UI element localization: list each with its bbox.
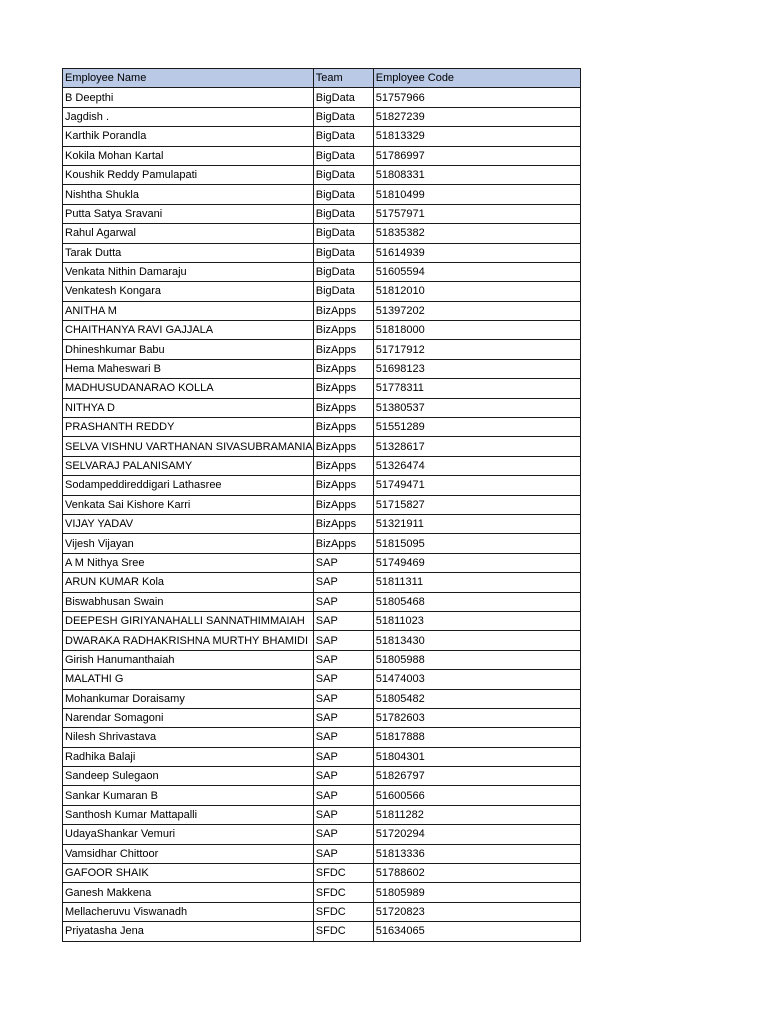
employee-code-cell: 51835382: [373, 224, 580, 243]
table-row: [63, 708, 581, 727]
employee-name-cell: Venkata Sai Kishore Karri: [63, 495, 314, 514]
employee-code-cell: 51817888: [373, 728, 580, 747]
table-row: [63, 204, 581, 223]
employee-code-cell: 51757971: [373, 204, 580, 223]
team-cell: BizApps: [313, 398, 373, 417]
employee-code-cell: 51813430: [373, 631, 580, 650]
table-row: [63, 864, 581, 883]
employee-name-cell: Priyatasha Jena: [63, 922, 314, 941]
table-row: [63, 922, 581, 941]
employee-code-cell: 51812010: [373, 282, 580, 301]
employee-name-cell: Santhosh Kumar Mattapalli: [63, 805, 314, 824]
team-cell: BizApps: [313, 456, 373, 475]
employee-table: [62, 68, 581, 942]
team-cell: BigData: [313, 107, 373, 126]
team-cell: BigData: [313, 282, 373, 301]
employee-name-cell: Venkatesh Kongara: [63, 282, 314, 301]
employee-name-cell: B Deepthi: [63, 88, 314, 107]
employee-name-cell: UdayaShankar Vemuri: [63, 825, 314, 844]
employee-name-cell: MADHUSUDANARAO KOLLA: [63, 379, 314, 398]
team-cell: SAP: [313, 747, 373, 766]
team-cell: SAP: [313, 805, 373, 824]
team-cell: SFDC: [313, 922, 373, 941]
employee-code-cell: 51474003: [373, 670, 580, 689]
column-header-employee-name: Employee Name: [63, 69, 314, 88]
employee-code-cell: 51827239: [373, 107, 580, 126]
team-cell: BizApps: [313, 359, 373, 378]
table-row: [63, 825, 581, 844]
team-cell: SFDC: [313, 883, 373, 902]
table-row: [63, 262, 581, 281]
table-row: [63, 902, 581, 921]
table-row: [63, 611, 581, 630]
employee-code-cell: 51715827: [373, 495, 580, 514]
table-row: [63, 165, 581, 184]
employee-name-cell: Karthik Porandla: [63, 127, 314, 146]
employee-name-cell: NITHYA D: [63, 398, 314, 417]
team-cell: BigData: [313, 165, 373, 184]
employee-name-cell: Tarak Dutta: [63, 243, 314, 262]
table-row: [63, 631, 581, 650]
team-cell: SAP: [313, 592, 373, 611]
table-row: [63, 301, 581, 320]
team-cell: BizApps: [313, 418, 373, 437]
employee-code-cell: 51600566: [373, 786, 580, 805]
employee-name-cell: DEEPESH GIRIYANAHALLI SANNATHIMMAIAH: [63, 611, 314, 630]
employee-code-cell: 51810499: [373, 185, 580, 204]
employee-name-cell: Jagdish .: [63, 107, 314, 126]
table-row: [63, 185, 581, 204]
employee-code-cell: 51749471: [373, 476, 580, 495]
employee-code-cell: 51749469: [373, 553, 580, 572]
header-row: [63, 69, 581, 88]
table-row: [63, 88, 581, 107]
employee-name-cell: Ganesh Makkena: [63, 883, 314, 902]
team-cell: BizApps: [313, 340, 373, 359]
employee-name-cell: Mellacheruvu Viswanadh: [63, 902, 314, 921]
employee-name-cell: Sandeep Sulegaon: [63, 767, 314, 786]
employee-code-cell: 51551289: [373, 418, 580, 437]
team-cell: BizApps: [313, 437, 373, 456]
employee-name-cell: MALATHI G: [63, 670, 314, 689]
table-row: [63, 728, 581, 747]
table-row: [63, 514, 581, 533]
team-cell: BigData: [313, 262, 373, 281]
employee-name-cell: VIJAY YADAV: [63, 514, 314, 533]
table-row: [63, 321, 581, 340]
table-row: [63, 379, 581, 398]
employee-code-cell: 51813329: [373, 127, 580, 146]
team-cell: BigData: [313, 185, 373, 204]
team-cell: BigData: [313, 88, 373, 107]
employee-code-cell: 51811311: [373, 573, 580, 592]
employee-code-cell: 51805482: [373, 689, 580, 708]
employee-code-cell: 51380537: [373, 398, 580, 417]
employee-code-cell: 51818000: [373, 321, 580, 340]
employee-code-cell: 51805989: [373, 883, 580, 902]
employee-name-cell: Radhika Balaji: [63, 747, 314, 766]
table-row: [63, 359, 581, 378]
table-row: [63, 398, 581, 417]
team-cell: SAP: [313, 631, 373, 650]
table-row: [63, 592, 581, 611]
employee-name-cell: Narendar Somagoni: [63, 708, 314, 727]
employee-code-cell: 51326474: [373, 456, 580, 475]
employee-code-cell: 51808331: [373, 165, 580, 184]
employee-code-cell: 51826797: [373, 767, 580, 786]
team-cell: SAP: [313, 689, 373, 708]
employee-name-cell: Nilesh Shrivastava: [63, 728, 314, 747]
team-cell: SAP: [313, 670, 373, 689]
employee-code-cell: 51782603: [373, 708, 580, 727]
team-cell: BigData: [313, 146, 373, 165]
employee-name-cell: Nishtha Shukla: [63, 185, 314, 204]
employee-code-cell: 51605594: [373, 262, 580, 281]
employee-name-cell: Girish Hanumanthaiah: [63, 650, 314, 669]
table-row: [63, 689, 581, 708]
employee-code-cell: 51634065: [373, 922, 580, 941]
team-cell: SAP: [313, 573, 373, 592]
table-row: [63, 224, 581, 243]
employee-code-cell: 51614939: [373, 243, 580, 262]
employee-name-cell: Vamsidhar Chittoor: [63, 844, 314, 863]
employee-name-cell: Rahul Agarwal: [63, 224, 314, 243]
table-row: [63, 146, 581, 165]
employee-code-cell: 51811282: [373, 805, 580, 824]
employee-name-cell: Dhineshkumar Babu: [63, 340, 314, 359]
team-cell: BizApps: [313, 321, 373, 340]
employee-code-cell: 51757966: [373, 88, 580, 107]
table-row: [63, 747, 581, 766]
table-row: [63, 883, 581, 902]
employee-name-cell: SELVARAJ PALANISAMY: [63, 456, 314, 475]
employee-name-cell: ARUN KUMAR Kola: [63, 573, 314, 592]
team-cell: BizApps: [313, 379, 373, 398]
employee-name-cell: Koushik Reddy Pamulapati: [63, 165, 314, 184]
employee-name-cell: ANITHA M: [63, 301, 314, 320]
employee-name-cell: PRASHANTH REDDY: [63, 418, 314, 437]
table-body: [63, 88, 581, 941]
employee-name-cell: SELVA VISHNU VARTHANAN SIVASUBRAMANIA: [63, 437, 314, 456]
team-cell: SAP: [313, 650, 373, 669]
team-cell: BizApps: [313, 301, 373, 320]
team-cell: SFDC: [313, 902, 373, 921]
employee-code-cell: 51786997: [373, 146, 580, 165]
employee-code-cell: 51805468: [373, 592, 580, 611]
table-row: [63, 340, 581, 359]
table-row: [63, 456, 581, 475]
table-row: [63, 418, 581, 437]
team-cell: SAP: [313, 825, 373, 844]
employee-name-cell: Biswabhusan Swain: [63, 592, 314, 611]
employee-code-cell: 51778311: [373, 379, 580, 398]
team-cell: SAP: [313, 611, 373, 630]
employee-code-cell: 51805988: [373, 650, 580, 669]
team-cell: BizApps: [313, 495, 373, 514]
column-header-team: Team: [313, 69, 373, 88]
table-row: [63, 844, 581, 863]
employee-code-cell: 51717912: [373, 340, 580, 359]
table-row: [63, 786, 581, 805]
table-row: [63, 127, 581, 146]
table-row: [63, 437, 581, 456]
team-cell: SAP: [313, 767, 373, 786]
table-row: [63, 243, 581, 262]
column-header-employee-code: Employee Code: [373, 69, 580, 88]
employee-name-cell: A M Nithya Sree: [63, 553, 314, 572]
employee-code-cell: 51328617: [373, 437, 580, 456]
employee-code-cell: 51321911: [373, 514, 580, 533]
employee-name-cell: CHAITHANYA RAVI GAJJALA: [63, 321, 314, 340]
team-cell: BizApps: [313, 534, 373, 553]
team-cell: BigData: [313, 127, 373, 146]
team-cell: BigData: [313, 204, 373, 223]
employee-name-cell: Hema Maheswari B: [63, 359, 314, 378]
employee-code-cell: 51811023: [373, 611, 580, 630]
table-row: [63, 767, 581, 786]
employee-code-cell: 51698123: [373, 359, 580, 378]
employee-name-cell: Vijesh Vijayan: [63, 534, 314, 553]
team-cell: SAP: [313, 553, 373, 572]
employee-name-cell: Sankar Kumaran B: [63, 786, 314, 805]
team-cell: SAP: [313, 844, 373, 863]
employee-name-cell: Putta Satya Sravani: [63, 204, 314, 223]
team-cell: BigData: [313, 224, 373, 243]
table-row: [63, 573, 581, 592]
table-row: [63, 476, 581, 495]
table-row: [63, 282, 581, 301]
employee-name-cell: Sodampeddireddigari Lathasree: [63, 476, 314, 495]
table-row: [63, 553, 581, 572]
table-row: [63, 107, 581, 126]
employee-name-cell: Mohankumar Doraisamy: [63, 689, 314, 708]
team-cell: BizApps: [313, 476, 373, 495]
team-cell: SAP: [313, 786, 373, 805]
team-cell: SFDC: [313, 864, 373, 883]
team-cell: SAP: [313, 728, 373, 747]
team-cell: BigData: [313, 243, 373, 262]
team-cell: BizApps: [313, 514, 373, 533]
employee-name-cell: GAFOOR SHAIK: [63, 864, 314, 883]
employee-name-cell: Venkata Nithin Damaraju: [63, 262, 314, 281]
employee-code-cell: 51720823: [373, 902, 580, 921]
employee-code-cell: 51813336: [373, 844, 580, 863]
employee-code-cell: 51720294: [373, 825, 580, 844]
employee-name-cell: Kokila Mohan Kartal: [63, 146, 314, 165]
table-row: [63, 805, 581, 824]
employee-code-cell: 51788602: [373, 864, 580, 883]
team-cell: SAP: [313, 708, 373, 727]
employee-code-cell: 51815095: [373, 534, 580, 553]
table-row: [63, 670, 581, 689]
table-row: [63, 495, 581, 514]
table-row: [63, 650, 581, 669]
employee-code-cell: 51804301: [373, 747, 580, 766]
table-row: [63, 534, 581, 553]
employee-name-cell: DWARAKA RADHAKRISHNA MURTHY BHAMIDI: [63, 631, 314, 650]
employee-code-cell: 51397202: [373, 301, 580, 320]
